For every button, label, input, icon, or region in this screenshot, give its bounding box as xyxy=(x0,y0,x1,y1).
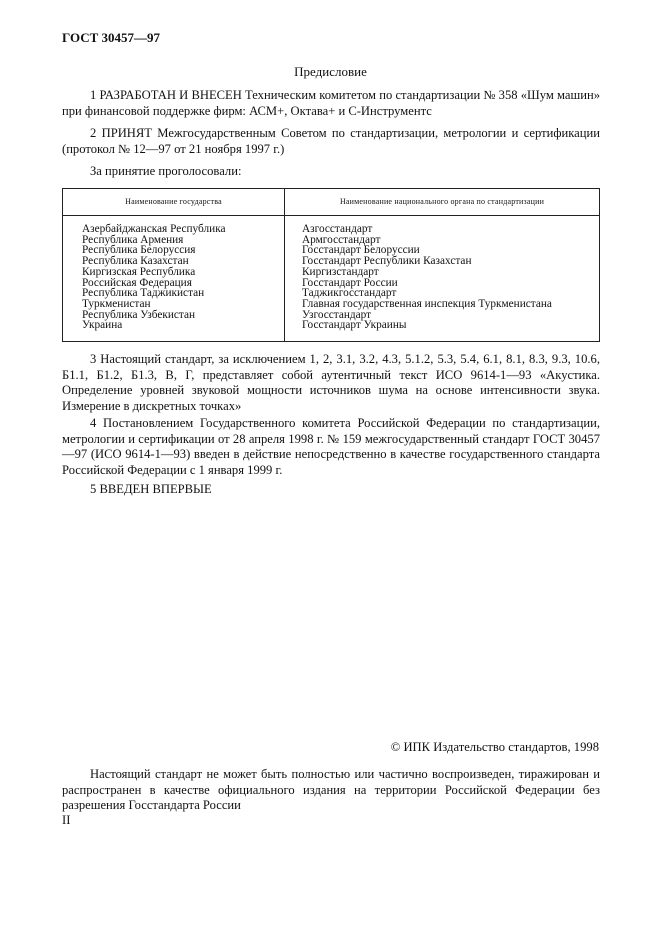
table-cell-state: Российская Федерация xyxy=(82,276,192,289)
table-cell-state: Азербайджанская Республика xyxy=(82,223,226,235)
table-cell-state: Республика Узбекистан xyxy=(82,308,196,321)
table-cell-body: Госстандарт Белоруссии xyxy=(302,244,420,257)
column-divider xyxy=(284,215,285,341)
standards-bodies-column xyxy=(302,224,592,331)
copyright: © ИПК Издательство стандартов, 1998 xyxy=(390,740,599,754)
table-cell-state: Республика Армения xyxy=(82,233,184,246)
table-header xyxy=(63,189,599,216)
table-cell-body: Главная государственная инспекция Туркменистана xyxy=(302,297,552,310)
table-cell-body: Азгосстандарт xyxy=(302,223,373,235)
table-cell-state: Украина xyxy=(82,319,123,332)
table-cell-body: Госстандарт Украины xyxy=(302,319,407,332)
header-state: Наименование государства xyxy=(63,189,285,215)
page-number: II xyxy=(62,813,71,827)
table-cell-body: Госстандарт России xyxy=(302,276,398,289)
table-cell-state: Киргизская Республика xyxy=(82,265,196,278)
header-standards-body: Наименование национального органа по стандартизации xyxy=(339,197,545,206)
table-cell-body: Госстандарт Республики Казахстан xyxy=(302,255,472,268)
paragraph-authentic-text: 3 Настоящий стандарт, за исключением 1, 2, 3.1, 3.2, 4.3, 5.1.2, 5.3, 5.4, 6.1, 8.1, 8.3, 9.3, 10.6, Б1.1, Б1.2, Б1.3, В, Г, представляет собой аутентичный текст ИСО 9614-1—93 «Акустика. Определение уровней звуковой мощности источников шума на основе интенсивности звука. Измерение в дискретных точках» xyxy=(62,352,600,413)
states-column xyxy=(82,224,282,331)
voting-table xyxy=(62,188,600,342)
table-cell-state: Республика Белоруссия xyxy=(82,244,196,257)
paragraph-resolution: 4 Постановлением Государственного комитета Российской Федерации по стандартизации, метрологии и сертификации от 28 апреля 1998 г. № 159 межгосударственный стандарт ГОСТ 30457—97 (ИСО 9614-1—93) введен в действие непосредственно в качестве государственного стандарта Российской Федерации с 1 января 1999 г. xyxy=(62,416,600,477)
table-cell-state: Туркменистан xyxy=(82,297,151,310)
table-cell-state: Республика Таджикистан xyxy=(82,287,205,300)
table-cell-body: Таджикгосстандарт xyxy=(302,287,397,300)
table-cell-body: Киргизстандарт xyxy=(302,265,379,278)
table-cell-body: Армгосстандарт xyxy=(302,233,381,246)
document-code: ГОСТ 30457—97 xyxy=(62,30,161,45)
paragraph-voted: За принятие проголосовали: xyxy=(90,164,242,178)
paragraph-adopted: 2 ПРИНЯТ Межгосударственным Советом по стандартизации, метрологии и сертификации (протокол № 12—97 от 21 ноября 1997 г.) xyxy=(62,126,600,156)
paragraph-developed: 1 РАЗРАБОТАН И ВНЕСЕН Техническим комитетом по стандартизации № 358 «Шум машин» при финансовой поддержке фирм: АСМ+, Октава+ и С-Инструментс xyxy=(62,88,600,118)
paragraph-introduced: 5 ВВЕДЕН ВПЕРВЫЕ xyxy=(90,482,212,496)
table-cell-body: Узгосстандарт xyxy=(302,308,372,321)
page-title: Предисловие xyxy=(294,64,367,79)
reproduction-notice: Настоящий стандарт не может быть полностью или частично воспроизведен, тиражирован и распространен в качестве официального издания на территории Российской Федерации без разрешения Госстандарта России xyxy=(62,767,600,812)
table-cell-state: Республика Казахстан xyxy=(82,255,189,268)
